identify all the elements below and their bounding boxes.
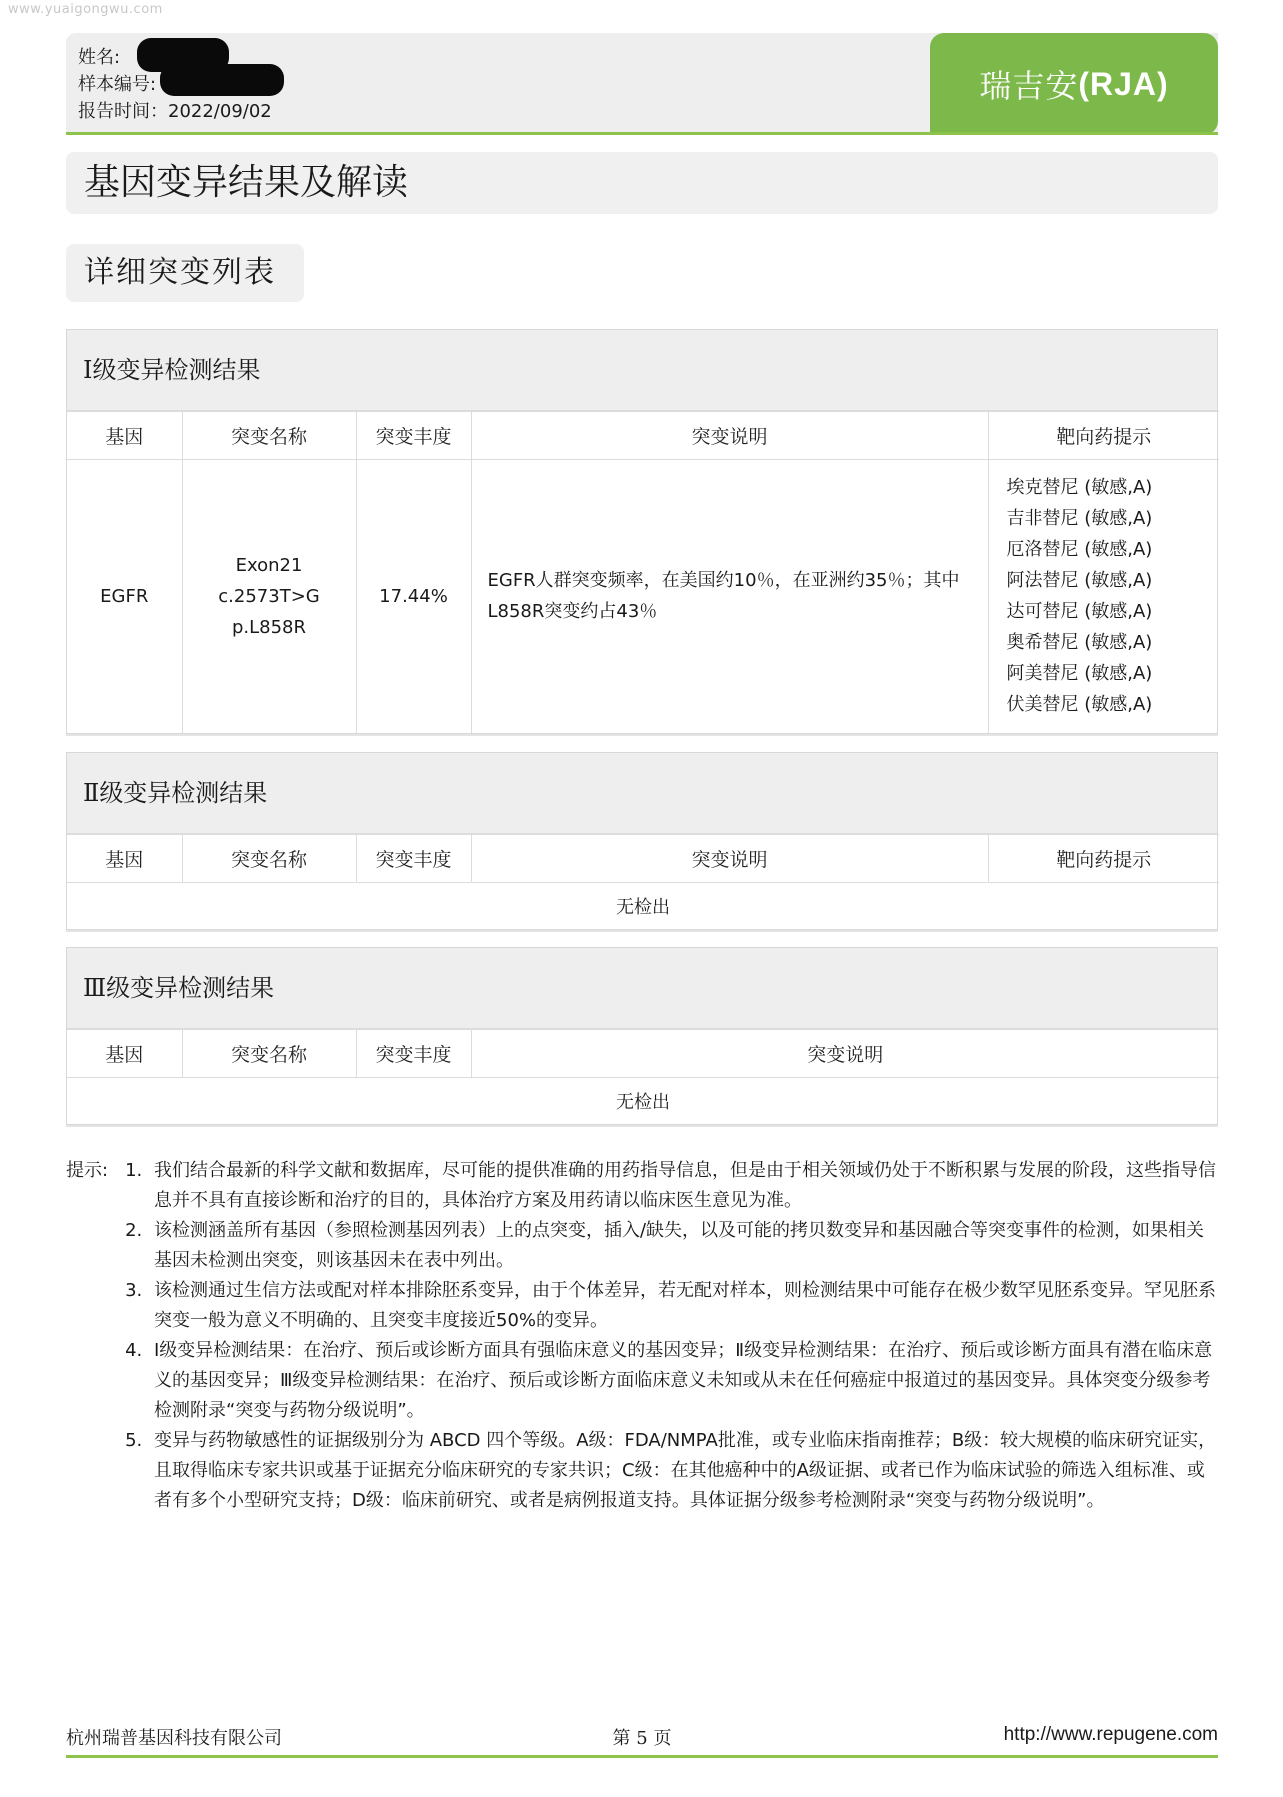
drug-item: 埃克替尼 (敏感,A)	[1006, 477, 1153, 499]
col-mutation: 突变名称	[182, 1030, 356, 1078]
footer-divider	[66, 1755, 1218, 1758]
patient-name-label: 姓名:	[78, 47, 121, 68]
col-mutation: 突变名称	[182, 835, 356, 883]
brand-cn: 瑞吉安	[979, 67, 1079, 105]
col-gene: 基因	[67, 412, 182, 460]
drug-item: 奥希替尼 (敏感,A)	[1006, 632, 1153, 654]
brand-logo	[930, 33, 1218, 135]
col-drugs: 靶向药提示	[988, 412, 1219, 460]
mutation-cdna: c.2573T>G	[218, 585, 320, 607]
col-description: 突变说明	[471, 835, 988, 883]
note-item: 2. 该检测涵盖所有基因（参照检测基因列表）上的点突变，插入/缺失，以及可能的拷贝数变异和基因融合等突变事件的检测，如果相关基因未检测出突变，则该基因未在表中列出。	[148, 1216, 1218, 1276]
drug-item: 达可替尼 (敏感,A)	[1006, 601, 1153, 623]
drug-item: 吉非替尼 (敏感,A)	[1006, 508, 1153, 530]
note-item: 5. 变异与药物敏感性的证据级别分为 ABCD 四个等级。A级：FDA/NMPA批准，或专业临床指南推荐；B级：较大规模的临床研究证实，且取得临床专家共识或基于证据充分临床研究的专家共识；C级：在其他癌种中的A级证据、或者已作为临床试验的筛选入组标准、或者有多个小型研究支持；D级：临床前研究、或者是病例报道支持。具体证据分级参考检测附录“突变与药物分级说明”。	[148, 1426, 1218, 1516]
col-gene: 基因	[67, 835, 182, 883]
note-item: 4. Ⅰ级变异检测结果：在治疗、预后或诊断方面具有强临床意义的基因变异；Ⅱ级变异检测结果：在治疗、预后或诊断方面具有潜在临床意义的基因变异；Ⅲ级变异检测结果：在治疗、预后或诊断方面临床意义未知或从未在任何癌症中报道过的基因变异。具体突变分级参考检测附录“突变与药物分级说明”。	[148, 1336, 1218, 1426]
redaction-mark	[160, 64, 284, 96]
drug-item: 阿法替尼 (敏感,A)	[1006, 570, 1153, 592]
table-header-row	[67, 1030, 1219, 1078]
section-title: 基因变异结果及解读	[66, 152, 1218, 214]
level3-title: Ⅲ级变异检测结果	[67, 948, 1217, 1029]
note-item: 1. 我们结合最新的科学文献和数据库，尽可能的提供准确的用药指导信息，但是由于相关领域仍处于不断积累与发展的阶段，这些指导信息并不具有直接诊断和治疗的目的，具体治疗方案及用药请以临床医生意见为准。	[148, 1156, 1218, 1216]
level2-title: Ⅱ级变异检测结果	[67, 753, 1217, 834]
table-row	[67, 1078, 1219, 1125]
sub-title: 详细突变列表	[66, 244, 304, 302]
no-result: 无检出	[67, 883, 1219, 930]
notes-list	[66, 1156, 1218, 1516]
col-abundance: 突变丰度	[356, 1030, 471, 1078]
level1-title: Ⅰ级变异检测结果	[67, 330, 1217, 411]
level2-table	[67, 834, 1219, 929]
drug-item: 厄洛替尼 (敏感,A)	[1006, 539, 1153, 561]
watermark: www.yuaigongwu.com	[8, 2, 163, 17]
brand-en: (RJA)	[1078, 65, 1169, 102]
level3-block	[66, 947, 1218, 1125]
note-item: 3. 该检测通过生信方法或配对样本排除胚系变异，由于个体差异，若无配对样本，则检测结果中可能存在极少数罕见胚系变异。罕见胚系突变一般为意义不明确的、且突变丰度接近50%的变异。	[148, 1276, 1218, 1336]
sample-id-label: 样本编号:	[78, 74, 157, 95]
footer-page-number: 第 5 页	[612, 1728, 672, 1749]
col-abundance: 突变丰度	[356, 412, 471, 460]
col-mutation: 突变名称	[182, 412, 356, 460]
mutation-cell	[182, 460, 356, 733]
level1-block	[66, 329, 1218, 734]
col-abundance: 突变丰度	[356, 835, 471, 883]
table-row	[67, 460, 1219, 733]
notes-section	[66, 1156, 1218, 1516]
gene-cell: EGFR	[67, 460, 182, 733]
description-cell: EGFR人群突变频率，在美国约10％，在亚洲约35％；其中 L858R突变约占43％	[471, 460, 988, 733]
footer-company: 杭州瑞普基因科技有限公司	[66, 1728, 282, 1749]
col-description: 突变说明	[471, 1030, 1219, 1078]
level2-block	[66, 752, 1218, 930]
table-row	[67, 883, 1219, 930]
col-gene: 基因	[67, 1030, 182, 1078]
col-drugs: 靶向药提示	[988, 835, 1219, 883]
mutation-protein: p.L858R	[231, 616, 307, 638]
table-header-row	[67, 412, 1219, 460]
report-time: 报告时间：2022/09/02	[78, 101, 272, 122]
footer-url[interactable]: http://www.repugene.com	[1003, 1724, 1218, 1745]
no-result: 无检出	[67, 1078, 1219, 1125]
header-divider	[66, 132, 1218, 135]
level3-table	[67, 1029, 1219, 1124]
level1-table	[67, 411, 1219, 733]
mutation-exon: Exon21	[235, 554, 303, 576]
page-footer	[66, 1724, 1218, 1754]
col-description: 突变说明	[471, 412, 988, 460]
table-header-row	[67, 835, 1219, 883]
abundance-cell: 17.44%	[356, 460, 471, 733]
drug-item: 阿美替尼 (敏感,A)	[1006, 663, 1153, 685]
drug-item: 伏美替尼 (敏感,A)	[1006, 694, 1153, 716]
notes-label: 提示:	[66, 1160, 109, 1181]
drugs-cell	[988, 460, 1219, 733]
